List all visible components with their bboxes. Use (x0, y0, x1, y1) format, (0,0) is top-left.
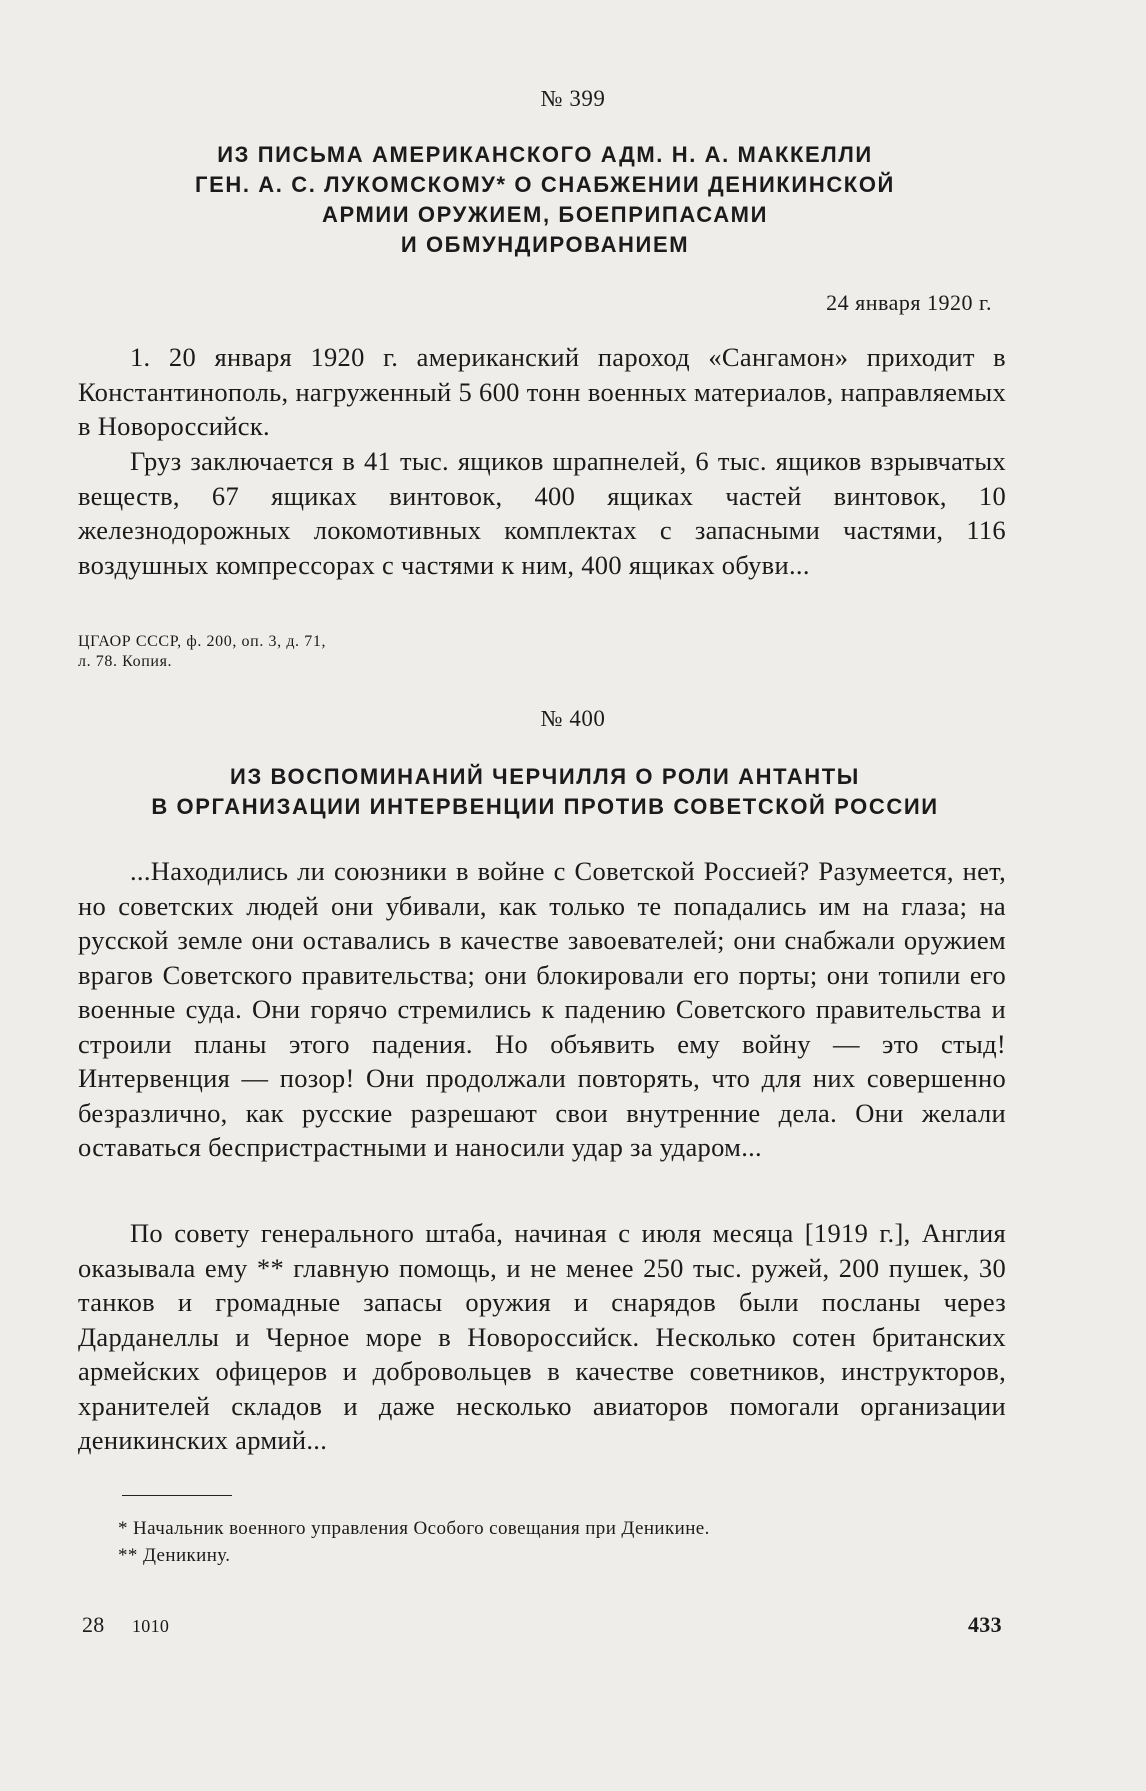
signature-mark: 28 (82, 1612, 105, 1637)
body-paragraph: Груз заключается в 41 тыс. ящиков шрапнелей, 6 тыс. ящиков взрывчатых веществ, 67 ящиках винтовок, 400 ящиках частей винтовок, 10 железнодорожных локомотивных комплектах с запасными частями, 116 воздушных компрессорах с частями к ним, 400 ящиках обуви... (78, 446, 1006, 580)
heading-line: ИЗ ПИСЬМА АМЕРИКАНСКОГО АДМ. Н. А. МАККЕЛЛИ (217, 142, 873, 167)
footnote: * Начальник военного управления Особого совещания при Деникине. (118, 1518, 710, 1539)
source-line: л. 78. Копия. (78, 653, 173, 670)
document-heading (80, 140, 1010, 260)
document-heading (80, 762, 1010, 822)
body-paragraph: По совету генерального штаба, начиная с июля месяца [1919 г.], Англия оказывала ему ** главную помощь, и не менее 250 тыс. ружей, 200 пушек, 30 танков и громадные запасы оружия и снарядов были посланы через Дарданеллы и Черное море в Новороссийск. Несколько сотен британских армейских офицеров и добровольцев в качестве советников, инструкторов, хранителей складов и даже несколько авиаторов помогали организации деникинских армий... (78, 1218, 1006, 1455)
body-paragraph: 1. 20 января 1920 г. американский пароход «Сангамон» приходит в Константинополь, нагруженный 5 600 тонн военных материалов, направляемых в Новороссийск. (78, 342, 1006, 441)
archive-source (78, 632, 478, 672)
heading-line: В ОРГАНИЗАЦИИ ИНТЕРВЕНЦИИ ПРОТИВ СОВЕТСКОЙ РОССИИ (151, 794, 939, 819)
heading-line: ИЗ ВОСПОМИНАНИЙ ЧЕРЧИЛЛЯ О РОЛИ АНТАНТЫ (230, 764, 860, 789)
source-line: ЦГАОР СССР, ф. 200, оп. 3, д. 71, (78, 633, 327, 650)
footnote-divider (122, 1495, 232, 1496)
print-code: 1010 (132, 1616, 170, 1636)
document-number: № 400 (540, 706, 606, 731)
page-number: 433 (968, 1612, 1002, 1637)
document-number: № 399 (540, 86, 606, 111)
footnote: ** Деникину. (118, 1545, 231, 1566)
heading-line: ГЕН. А. С. ЛУКОМСКОМУ* О СНАБЖЕНИИ ДЕНИКИНСКОЙ (195, 172, 895, 197)
body-paragraph: ...Находились ли союзники в войне с Советской Россией? Разумеется, нет, но советских людей они убивали, как только те попадались им на глаза; на русской земле они оставались в качестве завоевателей; они снабжали оружием врагов Советского правительства; они блокировали его порты; они топили его военные суда. Они горячо стремились к падению Советского правительства и строили планы этого падения. Но объявить ему войну — это стыд! Интервенция — позор! Они продолжали повторять, что для них совершенно безразлично, как русские разрешают свои внутренние дела. Они желали оставаться беспристрастными и наносили удар за ударом... (78, 856, 1006, 1162)
heading-line: АРМИИ ОРУЖИЕМ, БОЕПРИПАСАМИ (321, 202, 769, 227)
heading-line: И ОБМУНДИРОВАНИЕМ (400, 232, 690, 257)
document-date: 24 января 1920 г. (826, 290, 992, 315)
